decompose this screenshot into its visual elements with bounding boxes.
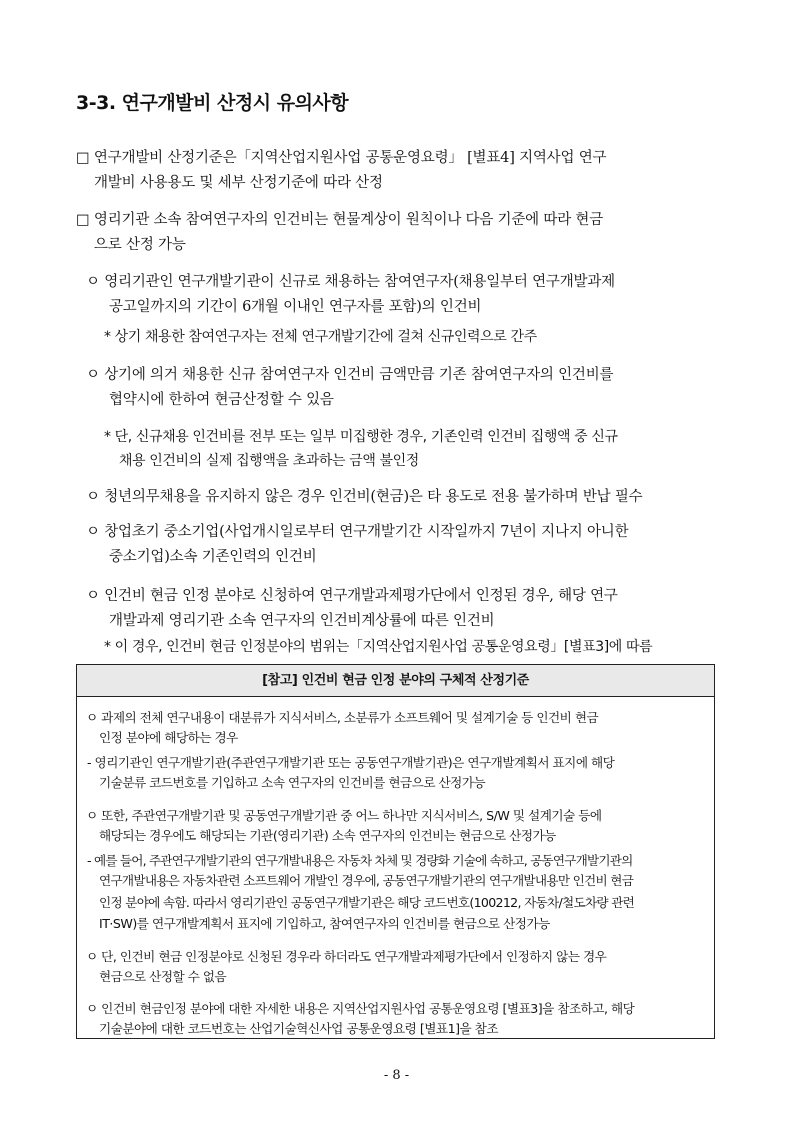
reference-box <box>76 664 715 1039</box>
square-item-2-line-1: □ 영리기관 소속 참여연구자의 인건비는 현물계상이 원칙이나 다음 기준에 따라 현금 <box>76 212 604 228</box>
reference-dash-1-line-1: - 영리기관인 연구개발기관(주관연구개발기관 또는 공동연구개발기관)은 연구개발계획서 표지에 해당 <box>87 755 615 770</box>
bullet-item-5-line-2: 개발과제 영리기관 소속 연구자의 인건비계상률에 따른 인건비 <box>109 613 495 629</box>
reference-dash-1-line-2: 기술분류 코드번호를 기입하고 소속 연구자의 인건비를 현금으로 산정가능 <box>99 775 486 790</box>
page-number: - 8 - <box>383 1068 410 1083</box>
bullet-item-4-line-2: 중소기업)소속 기존인력의 인건비 <box>109 549 317 565</box>
note-2-line-1: * 단, 신규채용 인건비를 전부 또는 일부 미집행한 경우, 기존인력 인건비 집행액 중 신규 <box>104 429 618 445</box>
reference-bullet-3-line-2: 현금으로 산정할 수 없음 <box>99 969 227 984</box>
bullet-item-5-line-1: ㅇ 인건비 현금 인정 분야로 신청하여 연구개발과제평가단에서 인정된 경우, 해당 연구 <box>86 588 618 604</box>
reference-bullet-4-line-1: ㅇ 인건비 현금인정 분야에 대한 자세한 내용은 지역산업지원사업 공통운영요령 [별표3]을 참조하고, 해당 <box>86 1001 635 1016</box>
bullet-item-3: ㅇ 청년의무채용을 유지하지 않은 경우 인건비(현금)은 타 용도로 전용 불가하며 반납 필수 <box>86 489 643 505</box>
reference-dash-2-line-3: 인정 분야에 속함. 따라서 영리기관인 공동연구개발기관은 해당 코드번호(100212, 자동차/철도차량 관련 <box>99 895 635 910</box>
section-title: 3-3. 연구개발비 산정시 유의사항 <box>76 92 349 114</box>
reference-bullet-2-line-1: ㅇ 또한, 주관연구개발기관 및 공동연구개발기관 중 어느 하나만 지식서비스, S/W 및 설계기술 등에 <box>86 808 602 823</box>
reference-box-title: [참고] 인건비 현금 인정 분야의 구체적 산정기준 <box>77 665 714 697</box>
bullet-item-2-line-2: 협약시에 한하여 현금산정할 수 있음 <box>109 392 334 408</box>
square-item-1-line-1: □ 연구개발비 산정기준은「지역산업지원사업 공통운영요령」 [별표4] 지역사업 연구 <box>76 150 607 166</box>
note-1: * 상기 채용한 참여연구자는 전체 연구개발기간에 걸쳐 신규인력으로 간주 <box>104 329 537 345</box>
reference-bullet-4-line-2: 기술분야에 대한 코드번호는 산업기술혁신사업 공통운영요령 [별표1]을 참조 <box>99 1021 498 1036</box>
square-item-1-line-2: 개발비 사용용도 및 세부 산정기준에 따라 산정 <box>94 175 383 191</box>
reference-bullet-1-line-2: 인정 분야에 해당하는 경우 <box>99 730 238 745</box>
reference-dash-2-line-4: IT·SW)를 연구개발계획서 표지에 기입하고, 참여연구자의 인건비를 현금으로 산정가능 <box>99 916 550 931</box>
bullet-item-4-line-1: ㅇ 창업초기 중소기업(사업개시일로부터 연구개발기간 시작일까지 7년이 지나지 아니한 <box>86 524 629 540</box>
reference-bullet-1-line-1: ㅇ 과제의 전체 연구내용이 대분류가 지식서비스, 소분류가 소프트웨어 및 설계기술 등 인건비 현금 <box>86 710 599 725</box>
reference-bullet-3-line-1: ㅇ 단, 인건비 현금 인정분야로 신청된 경우라 하더라도 연구개발과제평가단에서 인정하지 않는 경우 <box>86 949 607 964</box>
note-2-line-2: 채용 인건비의 실제 집행액을 초과하는 금액 불인정 <box>119 453 419 469</box>
square-item-2-line-2: 으로 산정 가능 <box>94 237 186 253</box>
bullet-item-2-line-1: ㅇ 상기에 의거 채용한 신규 참여연구자 인건비 금액만큼 기존 참여연구자의 인건비를 <box>86 367 614 383</box>
reference-dash-2-line-1: - 예를 들어, 주관연구개발기관의 연구개발내용은 자동차 차체 및 경량화 기술에 속하고, 공동연구개발기관의 <box>87 853 633 868</box>
note-3: * 이 경우, 인건비 현금 인정분야의 범위는「지역산업지원사업 공통운영요령」[별표3]에 따름 <box>104 639 653 655</box>
reference-bullet-2-line-2: 해당되는 경우에도 해당되는 기관(영리기관) 소속 연구자의 인건비는 현금으로 산정가능 <box>99 828 556 843</box>
reference-dash-2-line-2: 연구개발내용은 자동차관련 소프트웨어 개발인 경우에, 공동연구개발기관의 연구개발내용만 인건비 현금 <box>99 873 634 888</box>
bullet-item-1-line-1: ㅇ 영리기관인 연구개발기관이 신규로 채용하는 참여연구자(채용일부터 연구개발과제 <box>86 274 615 290</box>
bullet-item-1-line-2: 공고일까지의 기간이 6개월 이내인 연구자를 포함)의 인건비 <box>109 299 482 315</box>
